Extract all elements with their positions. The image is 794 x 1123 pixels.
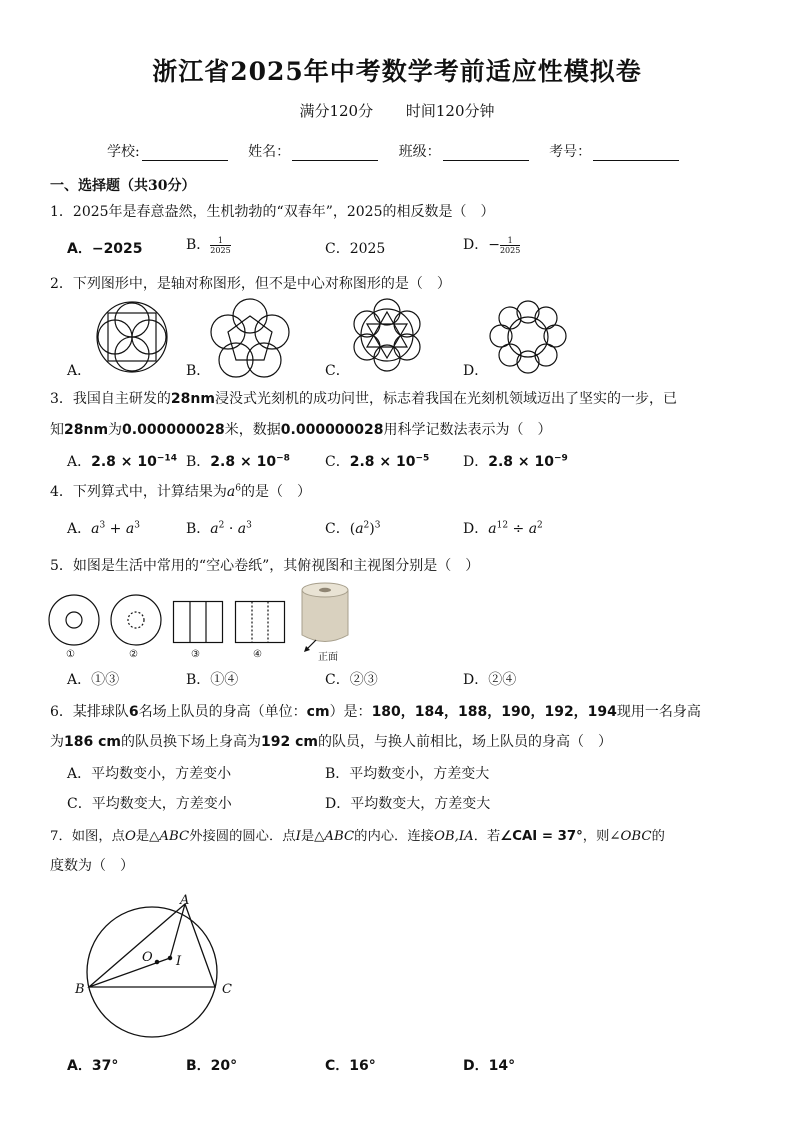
q5-view-1 (48, 594, 100, 646)
q5-view-4 (235, 601, 285, 643)
q5-option-b[interactable]: B．①④ (186, 672, 239, 688)
q3-option-c[interactable]: C．$2.8 \times 10^{-5}$ (325, 453, 430, 470)
question-6-line-1: 6．某排球队6名场上队员的身高（单位：cm）是：180，184，188，190，192，194现用一名身高 (50, 704, 701, 720)
q5-option-c[interactable]: C．②③ (325, 672, 378, 688)
q3-option-a[interactable]: A．$2.8 \times 10^{-14}$ (67, 453, 177, 470)
exam-info (0, 100, 794, 121)
q5-label-2: ② (129, 649, 138, 660)
question-3-line-1: 3．我国自主研发的28nm浸没式光刻机的成功问世，标志着我国在光刻机领域迈出了坚实的一步，已 (50, 391, 677, 407)
exam-number-field[interactable]: 考号： (549, 141, 679, 161)
q7-option-c[interactable]: C．16° (325, 1058, 376, 1074)
question-5-text: 5．如图是生活中常用的“空心卷纸”，其俯视图和主视图分别是（ ） (50, 558, 480, 574)
label-point-b: B (75, 982, 85, 997)
q7-option-a[interactable]: A．37° (67, 1058, 119, 1074)
question-1-text: 1．2025年是春意盎然，生机勃勃的“双春年”，2025的相反数是（ ） (50, 204, 495, 220)
q5-label-4: ④ (253, 649, 262, 660)
student-info-fields (107, 141, 695, 161)
q2-figure-a (95, 300, 170, 375)
q3-option-b[interactable]: B．$2.8 \times 10^{-8}$ (186, 453, 290, 470)
q7-option-d[interactable]: D．14° (463, 1058, 516, 1074)
q4-option-a[interactable]: A．$a^3 + a^3$ (67, 520, 140, 537)
q5-label-1: ① (66, 649, 75, 660)
q6-option-d[interactable]: D．平均数变大，方差变大 (325, 796, 491, 812)
front-label: 正面 (318, 652, 338, 663)
exam-time: 时间120分钟 (405, 102, 495, 120)
q2-figure-c (350, 298, 425, 373)
school-field[interactable]: 学校: (107, 141, 228, 161)
q7-geometry-figure (75, 890, 245, 1040)
q4-option-d[interactable]: D．$a^{12} \div a^2$ (463, 520, 543, 537)
label-point-a: A (180, 893, 190, 908)
question-3-line-2: 知28nm为0.000000028米，数据0.000000028用科学记数法表示为（ ） (50, 422, 552, 438)
q2-option-a[interactable]: A． (67, 363, 92, 379)
q2-option-c[interactable]: C． (325, 363, 350, 379)
section-heading: 一、选择题（共30分） (50, 178, 196, 194)
q1-option-a[interactable]: A．−2025 (67, 241, 143, 257)
q1-option-d[interactable]: D．− $\frac{1}{2025}$ (463, 235, 521, 255)
q5-option-d[interactable]: D．②④ (463, 672, 517, 688)
q3-option-d[interactable]: D．$2.8 \times 10^{-9}$ (463, 453, 568, 470)
q1-option-b[interactable]: B． $\frac{1}{2025}$ (186, 235, 231, 255)
label-point-c: C (222, 982, 232, 997)
question-2-text: 2．下列图形中，是轴对称图形，但不是中心对称图形的是（ ） (50, 276, 451, 292)
q5-view-2 (110, 594, 162, 646)
q6-option-a[interactable]: A．平均数变小，方差变小 (67, 766, 232, 782)
question-4-text: 4．下列算式中，计算结果为$a^6$的是（ ） (50, 483, 312, 500)
q6-option-b[interactable]: B．平均数变小，方差变大 (325, 766, 490, 782)
q5-option-a[interactable]: A．①③ (67, 672, 120, 688)
q2-option-d[interactable]: D． (463, 363, 489, 379)
q2-figure-b (210, 298, 290, 378)
q6-option-c[interactable]: C．平均数变大，方差变小 (67, 796, 232, 812)
label-point-o: O (142, 950, 153, 965)
question-7-line-2: 度数为（ ） (50, 858, 134, 874)
class-field[interactable]: 班级： (399, 141, 529, 161)
q5-label-3: ③ (191, 649, 200, 660)
name-field[interactable]: 姓名： (248, 141, 378, 161)
toilet-paper-roll-image (298, 580, 352, 655)
question-6-line-2: 为186 cm的队员换下场上身高为192 cm的队员，与换人前相比，场上队员的身高（ ） (50, 734, 612, 750)
page-title: 浙江省2025年中考数学考前适应性模拟卷 (152, 57, 642, 86)
q7-option-b[interactable]: B．20° (186, 1058, 238, 1074)
q1-option-c[interactable]: C．2025 (325, 241, 386, 257)
label-point-i: I (176, 954, 182, 969)
question-7-line-1: 7．如图，点O是△ABC外接圆的圆心．点I是△ABC的内心．连接OB,IA．若∠CAI = 37°，则∠OBC的 (50, 829, 665, 844)
q5-view-3 (173, 601, 223, 643)
q4-option-c[interactable]: C．$(a^2)^3$ (325, 520, 381, 537)
q4-option-b[interactable]: B．$a^2 \cdot a^3$ (186, 520, 252, 537)
total-score: 满分120分 (299, 102, 374, 120)
q2-figure-d (488, 300, 568, 375)
q2-option-b[interactable]: B． (186, 363, 211, 379)
